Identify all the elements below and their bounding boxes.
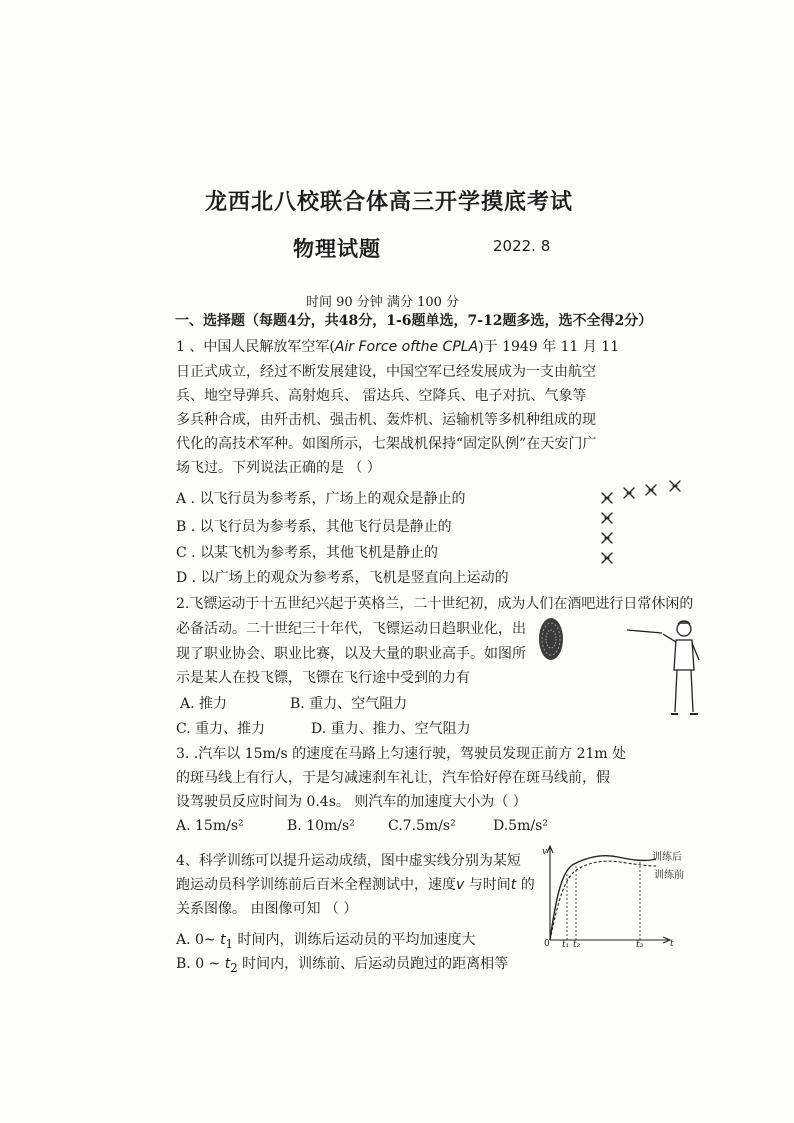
q4-line2-post: 的 [516,877,535,893]
jet-icon [602,533,612,543]
q4-option-b-t: t [224,956,231,972]
q1-line3: 兵、地空导弹兵、高射炮兵、 雷达兵、空降兵、电子对抗、气象等 [176,388,587,404]
q1-line1 [176,336,619,356]
jet-icon [646,485,656,495]
q1-line2: 日正式成立，经过不断发展建设，中国空军已经发展成为一支由航空 [176,364,596,380]
graph-y-label: v [542,847,548,857]
q4-line2-t: t [510,877,517,893]
q4-line3: 关系图像。 由图像可知 （ ） [176,901,358,917]
q4-option-b-sub: 2 [230,960,238,975]
jet-icon [624,488,634,498]
q4-option-a-t: t [220,932,226,948]
q4-line2 [176,874,535,894]
q2-line3: 现了职业协会、职业比赛，以及大量的职业高手。如图所 [176,646,526,662]
q3-line3: 设驾驶员反应时间为 0.4s。 则汽车的加速度大小为（ ） [176,794,527,810]
q4-option-a-pre: A. 0~ [176,932,221,948]
dartboard-icon [539,618,563,660]
graph-origin: 0 [544,939,550,948]
exam-date: 2022. 8 [493,237,551,255]
q4-option-b-pre: B. 0 ~ [176,956,225,972]
q1-line5: 代化的高技术军种。如图所示，七架战机保持“固定队例”在天安门广 [176,436,597,452]
q1-line1-en: Air Force ofthe CPLA [334,339,479,355]
q1-option-c: C . 以某飞机为参考系，其他飞机是静止的 [176,545,439,561]
graph-x-label: t [670,939,674,948]
q1-line6: 场飞过。下列说法正确的是 （ ） [176,460,381,476]
q2-option-c: C. 重力、推力 [176,721,266,737]
jet-icon [602,493,612,503]
q1-option-d: D . 以广场上的观众为参考系，飞机是竖直向上运动的 [176,570,509,586]
q3-option-b: B. 10m/s² [287,818,355,834]
q1-line4: 多兵种合成，由歼击机、强击机、轰炸机、运输机等多机种组成的现 [176,412,596,428]
q4-option-b-post: 时间内，训练前、后运动员跑过的距离相等 [237,956,509,972]
jet-icon [602,513,612,523]
q4-option-a-sub: 1 [225,936,234,951]
q4-line2-pre: 跑运动员科学训练前后百米全程测试中，速度 [176,877,456,893]
q2-option-a: A. 推力 [180,696,228,712]
q2-option-b: B. 重力、空气阻力 [290,696,408,712]
exam-subtitle: 物理试题 [293,236,381,261]
q4-line2-mid: 与时间 [464,877,511,893]
q4-option-a-post: 时间内，训练后运动员的平均加速度大 [233,932,476,948]
graph-t1: t₁ [562,940,570,948]
q1-line1-pre: 1 、中国人民解放军空军( [176,339,335,355]
q3-option-a: A. 15m/s² [176,818,244,834]
velocity-time-graph [540,842,690,948]
graph-before-label: 训练前 [654,870,684,881]
q3-option-d: D.5m/s² [493,818,548,834]
q2-line4: 示是某人在投飞镖，飞镖在飞行途中受到的力有 [176,670,470,686]
q1-option-a: A . 以飞行员为参考系，广场上的观众是静止的 [176,491,466,507]
q2-option-d: D. 重力、推力、空气阻力 [311,721,471,737]
q3-option-c: C.7.5m/s² [388,818,456,834]
q2-line1: 2.飞镖运动于十五世纪兴起于英格兰，二十世纪初，成为人们在酒吧进行日常休闲的 [176,596,694,612]
q1-option-b: B . 以飞行员为参考系，其他飞行员是静止的 [176,519,452,535]
graph-t2: t₂ [573,940,581,948]
jet-icon [670,481,680,491]
q4-line2-v: v [456,877,465,893]
q4-line1: 4、科学训练可以提升运动成绩，图中虚实线分别为某短 [176,853,521,869]
q2-line2: 必备活动。二十世纪三十年代，飞镖运动日趋职业化，出 [176,621,526,637]
dart-thrower-figure [537,612,717,720]
jet-icon [602,553,612,563]
q3-line2: 的斑马线上有行人，于是匀减速刹车礼让，汽车恰好停在斑马线前，假 [176,770,610,786]
graph-after-label: 训练后 [652,852,682,863]
jet-formation-figure [595,478,687,568]
q4-option-b [176,953,508,975]
exam-title: 龙西北八校联合体高三开学摸底考试 [205,189,574,215]
q3-line1: 3. .汽车以 15m/s 的速度在马路上匀速行驶，驾驶员发现正前方 21m 处 [176,746,627,762]
exam-meta: 时间 90 分钟 满分 100 分 [306,295,460,310]
section-heading: 一、选择题（每题4分，共48分，1-6题单选，7-12题多选，选不全得2分） [175,313,653,329]
graph-t3: t₃ [636,940,644,948]
q4-option-a [176,929,475,951]
person-icon [627,621,699,714]
q1-line1-post: )于 1949 年 11 月 11 [478,339,620,355]
